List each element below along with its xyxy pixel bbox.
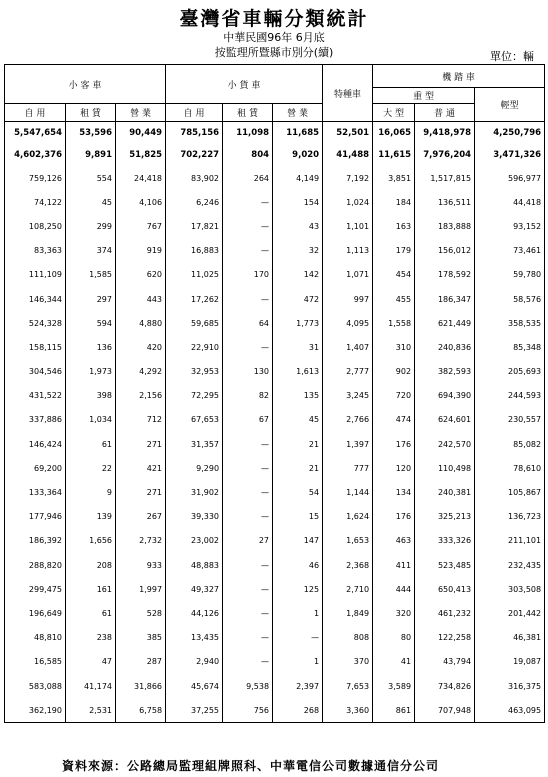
table-cell: 382,593 xyxy=(415,360,475,384)
table-cell: — xyxy=(223,505,273,529)
report-date: 中華民國96年 6月底 xyxy=(223,31,325,44)
table-row xyxy=(5,311,545,335)
table-cell: — xyxy=(223,577,273,601)
table-cell: 808 xyxy=(323,626,373,650)
header-passenger-business: 營 業 xyxy=(116,104,166,122)
table-cell: 47 xyxy=(66,650,116,674)
table-cell: 136 xyxy=(66,335,116,359)
header-special-vehicle: 特種車 xyxy=(323,65,373,122)
table-cell: 196,649 xyxy=(5,601,66,625)
table-cell: 120 xyxy=(373,456,415,480)
table-cell: 554 xyxy=(66,166,116,190)
header-truck-business: 營 業 xyxy=(273,104,323,122)
table-cell: 385 xyxy=(116,626,166,650)
table-cell: 594 xyxy=(66,311,116,335)
table-row xyxy=(5,456,545,480)
table-cell: 1,034 xyxy=(66,408,116,432)
table-cell: 176 xyxy=(373,432,415,456)
table-cell: 288,820 xyxy=(5,553,66,577)
table-cell: 111,109 xyxy=(5,263,66,287)
table-cell: 32 xyxy=(273,239,323,263)
table-cell: 64 xyxy=(223,311,273,335)
table-cell: 624,601 xyxy=(415,408,475,432)
table-cell: 244,593 xyxy=(475,384,545,408)
table-row xyxy=(5,239,545,263)
table-cell: 59,780 xyxy=(475,263,545,287)
table-cell: 83,902 xyxy=(166,166,223,190)
header-truck-self-use: 自 用 xyxy=(166,104,223,122)
table-cell: 17,262 xyxy=(166,287,223,311)
table-cell: 759,126 xyxy=(5,166,66,190)
header-small-truck: 小 貨 車 xyxy=(166,65,323,104)
table-cell: 271 xyxy=(116,432,166,456)
table-cell: 147 xyxy=(273,529,323,553)
table-cell: 21 xyxy=(273,456,323,480)
table-cell: 1,613 xyxy=(273,360,323,384)
table-cell: 9,418,978 xyxy=(415,122,475,145)
table-cell: 67 xyxy=(223,408,273,432)
table-cell: 463,095 xyxy=(475,698,545,723)
table-cell: 134 xyxy=(373,480,415,504)
table-cell: 6,246 xyxy=(166,190,223,214)
table-cell: 1,849 xyxy=(323,601,373,625)
table-cell: 4,602,376 xyxy=(5,144,66,166)
data-source-note: 資料來源：公路總局監理組牌照科、中華電信公司數據通信分公司 xyxy=(62,759,440,773)
table-cell: 299,475 xyxy=(5,577,66,601)
table-cell: — xyxy=(223,456,273,480)
table-cell: 3,245 xyxy=(323,384,373,408)
table-cell: 1,585 xyxy=(66,263,116,287)
table-cell: 6,758 xyxy=(116,698,166,723)
table-cell: 861 xyxy=(373,698,415,723)
table-cell: 110,498 xyxy=(415,456,475,480)
header-truck-rental: 租 賃 xyxy=(223,104,273,122)
table-cell: 9,891 xyxy=(66,144,116,166)
table-cell: 41 xyxy=(373,650,415,674)
table-cell: 297 xyxy=(66,287,116,311)
table-cell: 2,766 xyxy=(323,408,373,432)
header-heavy-large: 大 型 xyxy=(373,104,415,122)
table-cell: 303,508 xyxy=(475,577,545,601)
table-cell: 7,192 xyxy=(323,166,373,190)
table-cell: 11,098 xyxy=(223,122,273,145)
table-cell: 1,024 xyxy=(323,190,373,214)
table-cell: 186,392 xyxy=(5,529,66,553)
table-row xyxy=(5,529,545,553)
table-cell: 16,065 xyxy=(373,122,415,145)
table-cell: 139 xyxy=(66,505,116,529)
table-cell: 78,610 xyxy=(475,456,545,480)
table-cell: 82 xyxy=(223,384,273,408)
table-cell: 53,596 xyxy=(66,122,116,145)
table-cell: 431,522 xyxy=(5,384,66,408)
table-cell: 421 xyxy=(116,456,166,480)
table-cell: 650,413 xyxy=(415,577,475,601)
table-cell: 31,902 xyxy=(166,480,223,504)
table-cell: 80 xyxy=(373,626,415,650)
table-cell: 176 xyxy=(373,505,415,529)
table-cell: 238 xyxy=(66,626,116,650)
table-cell: 707,948 xyxy=(415,698,475,723)
table-row xyxy=(5,263,545,287)
table-cell: 2,940 xyxy=(166,650,223,674)
table-cell: 41,174 xyxy=(66,674,116,698)
table-cell: 2,368 xyxy=(323,553,373,577)
table-cell: 337,886 xyxy=(5,408,66,432)
table-cell: 2,777 xyxy=(323,360,373,384)
table-row xyxy=(5,553,545,577)
table-cell: 21 xyxy=(273,432,323,456)
table-cell: 4,292 xyxy=(116,360,166,384)
table-cell: 154 xyxy=(273,190,323,214)
table-cell: 325,213 xyxy=(415,505,475,529)
table-cell: 125 xyxy=(273,577,323,601)
table-cell: 9 xyxy=(66,480,116,504)
table-cell: 1,517,815 xyxy=(415,166,475,190)
table-row xyxy=(5,166,545,190)
table-cell: 45 xyxy=(66,190,116,214)
table-cell: 156,012 xyxy=(415,239,475,263)
header-heavy: 重 型 xyxy=(373,88,475,104)
table-cell: — xyxy=(223,335,273,359)
table-cell: 523,485 xyxy=(415,553,475,577)
table-cell: 37,255 xyxy=(166,698,223,723)
header-heavy-normal: 普 通 xyxy=(415,104,475,122)
table-cell: 146,344 xyxy=(5,287,66,311)
table-cell: 16,883 xyxy=(166,239,223,263)
table-row xyxy=(5,432,545,456)
table-row xyxy=(5,335,545,359)
table-cell: 142 xyxy=(273,263,323,287)
table-row xyxy=(5,144,545,166)
table-cell: 358,535 xyxy=(475,311,545,335)
table-row xyxy=(5,601,545,625)
table-cell: 184 xyxy=(373,190,415,214)
table-cell: 61 xyxy=(66,601,116,625)
table-cell: 1,624 xyxy=(323,505,373,529)
table-cell: 74,122 xyxy=(5,190,66,214)
table-cell: 374 xyxy=(66,239,116,263)
table-cell: 299 xyxy=(66,214,116,238)
table-cell: 85,348 xyxy=(475,335,545,359)
table-cell: 58,576 xyxy=(475,287,545,311)
table-cell: 61 xyxy=(66,432,116,456)
table-cell: 933 xyxy=(116,553,166,577)
table-cell: 2,156 xyxy=(116,384,166,408)
table-cell: 230,557 xyxy=(475,408,545,432)
table-cell: 1,071 xyxy=(323,263,373,287)
table-row xyxy=(5,577,545,601)
table-cell: 411 xyxy=(373,553,415,577)
table-cell: 1,997 xyxy=(116,577,166,601)
table-cell: 2,710 xyxy=(323,577,373,601)
table-cell: 1,973 xyxy=(66,360,116,384)
table-cell: 268 xyxy=(273,698,323,723)
table-cell: 85,082 xyxy=(475,432,545,456)
table-cell: 320 xyxy=(373,601,415,625)
table-cell: 271 xyxy=(116,480,166,504)
table-row xyxy=(5,480,545,504)
table-cell: 4,095 xyxy=(323,311,373,335)
table-row xyxy=(5,650,545,674)
table-cell: 4,880 xyxy=(116,311,166,335)
table-cell: 1,101 xyxy=(323,214,373,238)
table-cell: 45,674 xyxy=(166,674,223,698)
table-cell: 183,888 xyxy=(415,214,475,238)
table-cell: 420 xyxy=(116,335,166,359)
table-cell: 702,227 xyxy=(166,144,223,166)
table-cell: 43,794 xyxy=(415,650,475,674)
table-cell: 31,866 xyxy=(116,674,166,698)
table-cell: 49,327 xyxy=(166,577,223,601)
table-cell: 41,488 xyxy=(323,144,373,166)
table-cell: 122,258 xyxy=(415,626,475,650)
table-cell: 46,381 xyxy=(475,626,545,650)
table-cell: 44,126 xyxy=(166,601,223,625)
table-row xyxy=(5,698,545,723)
table-cell: 240,836 xyxy=(415,335,475,359)
table-cell: 362,190 xyxy=(5,698,66,723)
table-row xyxy=(5,626,545,650)
table-cell: 205,693 xyxy=(475,360,545,384)
table-cell: 208 xyxy=(66,553,116,577)
table-cell: 997 xyxy=(323,287,373,311)
table-cell: 13,435 xyxy=(166,626,223,650)
table-cell: 1 xyxy=(273,601,323,625)
table-cell: 242,570 xyxy=(415,432,475,456)
table-cell: 11,685 xyxy=(273,122,323,145)
table-cell: 146,424 xyxy=(5,432,66,456)
table-cell: 72,295 xyxy=(166,384,223,408)
table-cell: 524,328 xyxy=(5,311,66,335)
table-cell: 48,883 xyxy=(166,553,223,577)
table-cell: 1 xyxy=(273,650,323,674)
table-cell: 621,449 xyxy=(415,311,475,335)
table-cell: 919 xyxy=(116,239,166,263)
table-cell: 3,851 xyxy=(373,166,415,190)
table-cell: 45 xyxy=(273,408,323,432)
table-cell: 19,087 xyxy=(475,650,545,674)
table-cell: 179 xyxy=(373,239,415,263)
table-row xyxy=(5,214,545,238)
table-cell: 135 xyxy=(273,384,323,408)
table-cell: — xyxy=(223,239,273,263)
table-row xyxy=(5,408,545,432)
table-cell: 22,910 xyxy=(166,335,223,359)
table-cell: — xyxy=(223,553,273,577)
table-cell: 73,461 xyxy=(475,239,545,263)
report-scope: 按監理所暨縣市別分(續) xyxy=(214,46,334,59)
table-cell: — xyxy=(273,626,323,650)
table-cell: 333,326 xyxy=(415,529,475,553)
header-motorcycle: 機 踏 車 xyxy=(373,65,545,88)
table-cell: 9,020 xyxy=(273,144,323,166)
table-row xyxy=(5,122,545,145)
table-cell: 3,471,326 xyxy=(475,144,545,166)
table-cell: 170 xyxy=(223,263,273,287)
table-row xyxy=(5,505,545,529)
table-cell: 31,357 xyxy=(166,432,223,456)
table-cell: 83,363 xyxy=(5,239,66,263)
header-light: 輕型 xyxy=(475,88,545,122)
header-small-passenger: 小 客 車 xyxy=(5,65,166,104)
table-cell: 463 xyxy=(373,529,415,553)
table-cell: 59,685 xyxy=(166,311,223,335)
table-cell: 720 xyxy=(373,384,415,408)
table-row xyxy=(5,674,545,698)
table-cell: 694,390 xyxy=(415,384,475,408)
table-cell: 32,953 xyxy=(166,360,223,384)
table-cell: 161 xyxy=(66,577,116,601)
table-cell: 136,723 xyxy=(475,505,545,529)
table-cell: 54 xyxy=(273,480,323,504)
table-row xyxy=(5,190,545,214)
table-cell: 1,113 xyxy=(323,239,373,263)
table-cell: — xyxy=(223,626,273,650)
table-cell: 1,653 xyxy=(323,529,373,553)
table-cell: 767 xyxy=(116,214,166,238)
table-row xyxy=(5,384,545,408)
table-cell: 69,200 xyxy=(5,456,66,480)
table-cell: 24,418 xyxy=(116,166,166,190)
table-cell: 756 xyxy=(223,698,273,723)
table-body xyxy=(5,122,545,723)
table-cell: 232,435 xyxy=(475,553,545,577)
table-cell: 1,558 xyxy=(373,311,415,335)
table-cell: 785,156 xyxy=(166,122,223,145)
table-cell: 7,976,204 xyxy=(415,144,475,166)
table-cell: 52,501 xyxy=(323,122,373,145)
table-cell: — xyxy=(223,214,273,238)
table-cell: — xyxy=(223,190,273,214)
table-cell: 902 xyxy=(373,360,415,384)
table-row xyxy=(5,287,545,311)
table-cell: 7,653 xyxy=(323,674,373,698)
table-cell: 48,810 xyxy=(5,626,66,650)
table-cell: 1,773 xyxy=(273,311,323,335)
table-cell: 22 xyxy=(66,456,116,480)
table-cell: 2,397 xyxy=(273,674,323,698)
table-cell: — xyxy=(223,480,273,504)
table-cell: 23,002 xyxy=(166,529,223,553)
table-cell: — xyxy=(223,601,273,625)
table-cell: 5,547,654 xyxy=(5,122,66,145)
table-cell: 310 xyxy=(373,335,415,359)
table-cell: 777 xyxy=(323,456,373,480)
table-cell: 583,088 xyxy=(5,674,66,698)
table-cell: 186,347 xyxy=(415,287,475,311)
table-cell: 472 xyxy=(273,287,323,311)
table-cell: 1,656 xyxy=(66,529,116,553)
table-cell: 398 xyxy=(66,384,116,408)
header-passenger-rental: 租 賃 xyxy=(66,104,116,122)
table-cell: 804 xyxy=(223,144,273,166)
table-cell: 178,592 xyxy=(415,263,475,287)
table-cell: 67,653 xyxy=(166,408,223,432)
table-cell: 9,538 xyxy=(223,674,273,698)
table-cell: 267 xyxy=(116,505,166,529)
table-cell: 211,101 xyxy=(475,529,545,553)
table-cell: 11,025 xyxy=(166,263,223,287)
table-cell: 2,732 xyxy=(116,529,166,553)
table-cell: 158,115 xyxy=(5,335,66,359)
table-cell: 2,531 xyxy=(66,698,116,723)
table-cell: 3,589 xyxy=(373,674,415,698)
table-cell: 108,250 xyxy=(5,214,66,238)
table-cell: 4,149 xyxy=(273,166,323,190)
table-cell: 11,615 xyxy=(373,144,415,166)
table-cell: 1,407 xyxy=(323,335,373,359)
table-cell: 264 xyxy=(223,166,273,190)
table-cell: 39,330 xyxy=(166,505,223,529)
page-title: 臺灣省車輛分類統計 xyxy=(179,8,369,30)
table-cell: 133,364 xyxy=(5,480,66,504)
table-cell: 51,825 xyxy=(116,144,166,166)
table-cell: 1,144 xyxy=(323,480,373,504)
table-cell: 528 xyxy=(116,601,166,625)
table-cell: 9,290 xyxy=(166,456,223,480)
vehicle-statistics-table xyxy=(4,64,545,723)
table-cell: 474 xyxy=(373,408,415,432)
table-cell: 43 xyxy=(273,214,323,238)
table-cell: 3,360 xyxy=(323,698,373,723)
table-cell: 454 xyxy=(373,263,415,287)
table-cell: — xyxy=(223,287,273,311)
table-cell: 712 xyxy=(116,408,166,432)
table-cell: 136,511 xyxy=(415,190,475,214)
table-cell: 163 xyxy=(373,214,415,238)
table-cell: 27 xyxy=(223,529,273,553)
table-cell: 177,946 xyxy=(5,505,66,529)
table-cell: 46 xyxy=(273,553,323,577)
table-cell: 287 xyxy=(116,650,166,674)
table-cell: 734,826 xyxy=(415,674,475,698)
table-cell: 240,381 xyxy=(415,480,475,504)
table-cell: — xyxy=(223,650,273,674)
table-cell: 461,232 xyxy=(415,601,475,625)
table-cell: 93,152 xyxy=(475,214,545,238)
table-cell: 17,821 xyxy=(166,214,223,238)
table-cell: 90,449 xyxy=(116,122,166,145)
table-cell: 370 xyxy=(323,650,373,674)
table-cell: — xyxy=(223,432,273,456)
table-cell: 620 xyxy=(116,263,166,287)
table-cell: 444 xyxy=(373,577,415,601)
table-cell: 31 xyxy=(273,335,323,359)
unit-label: 單位：輛 xyxy=(490,50,534,63)
table-cell: 4,106 xyxy=(116,190,166,214)
table-cell: 596,977 xyxy=(475,166,545,190)
table-cell: 15 xyxy=(273,505,323,529)
table-cell: 130 xyxy=(223,360,273,384)
table-row xyxy=(5,360,545,384)
table-cell: 44,418 xyxy=(475,190,545,214)
table-cell: 1,397 xyxy=(323,432,373,456)
table-cell: 105,867 xyxy=(475,480,545,504)
table-cell: 443 xyxy=(116,287,166,311)
header-passenger-self-use: 自 用 xyxy=(5,104,66,122)
table-cell: 16,585 xyxy=(5,650,66,674)
table-cell: 201,442 xyxy=(475,601,545,625)
table-cell: 4,250,796 xyxy=(475,122,545,145)
table-cell: 304,546 xyxy=(5,360,66,384)
table-cell: 316,375 xyxy=(475,674,545,698)
table-cell: 455 xyxy=(373,287,415,311)
